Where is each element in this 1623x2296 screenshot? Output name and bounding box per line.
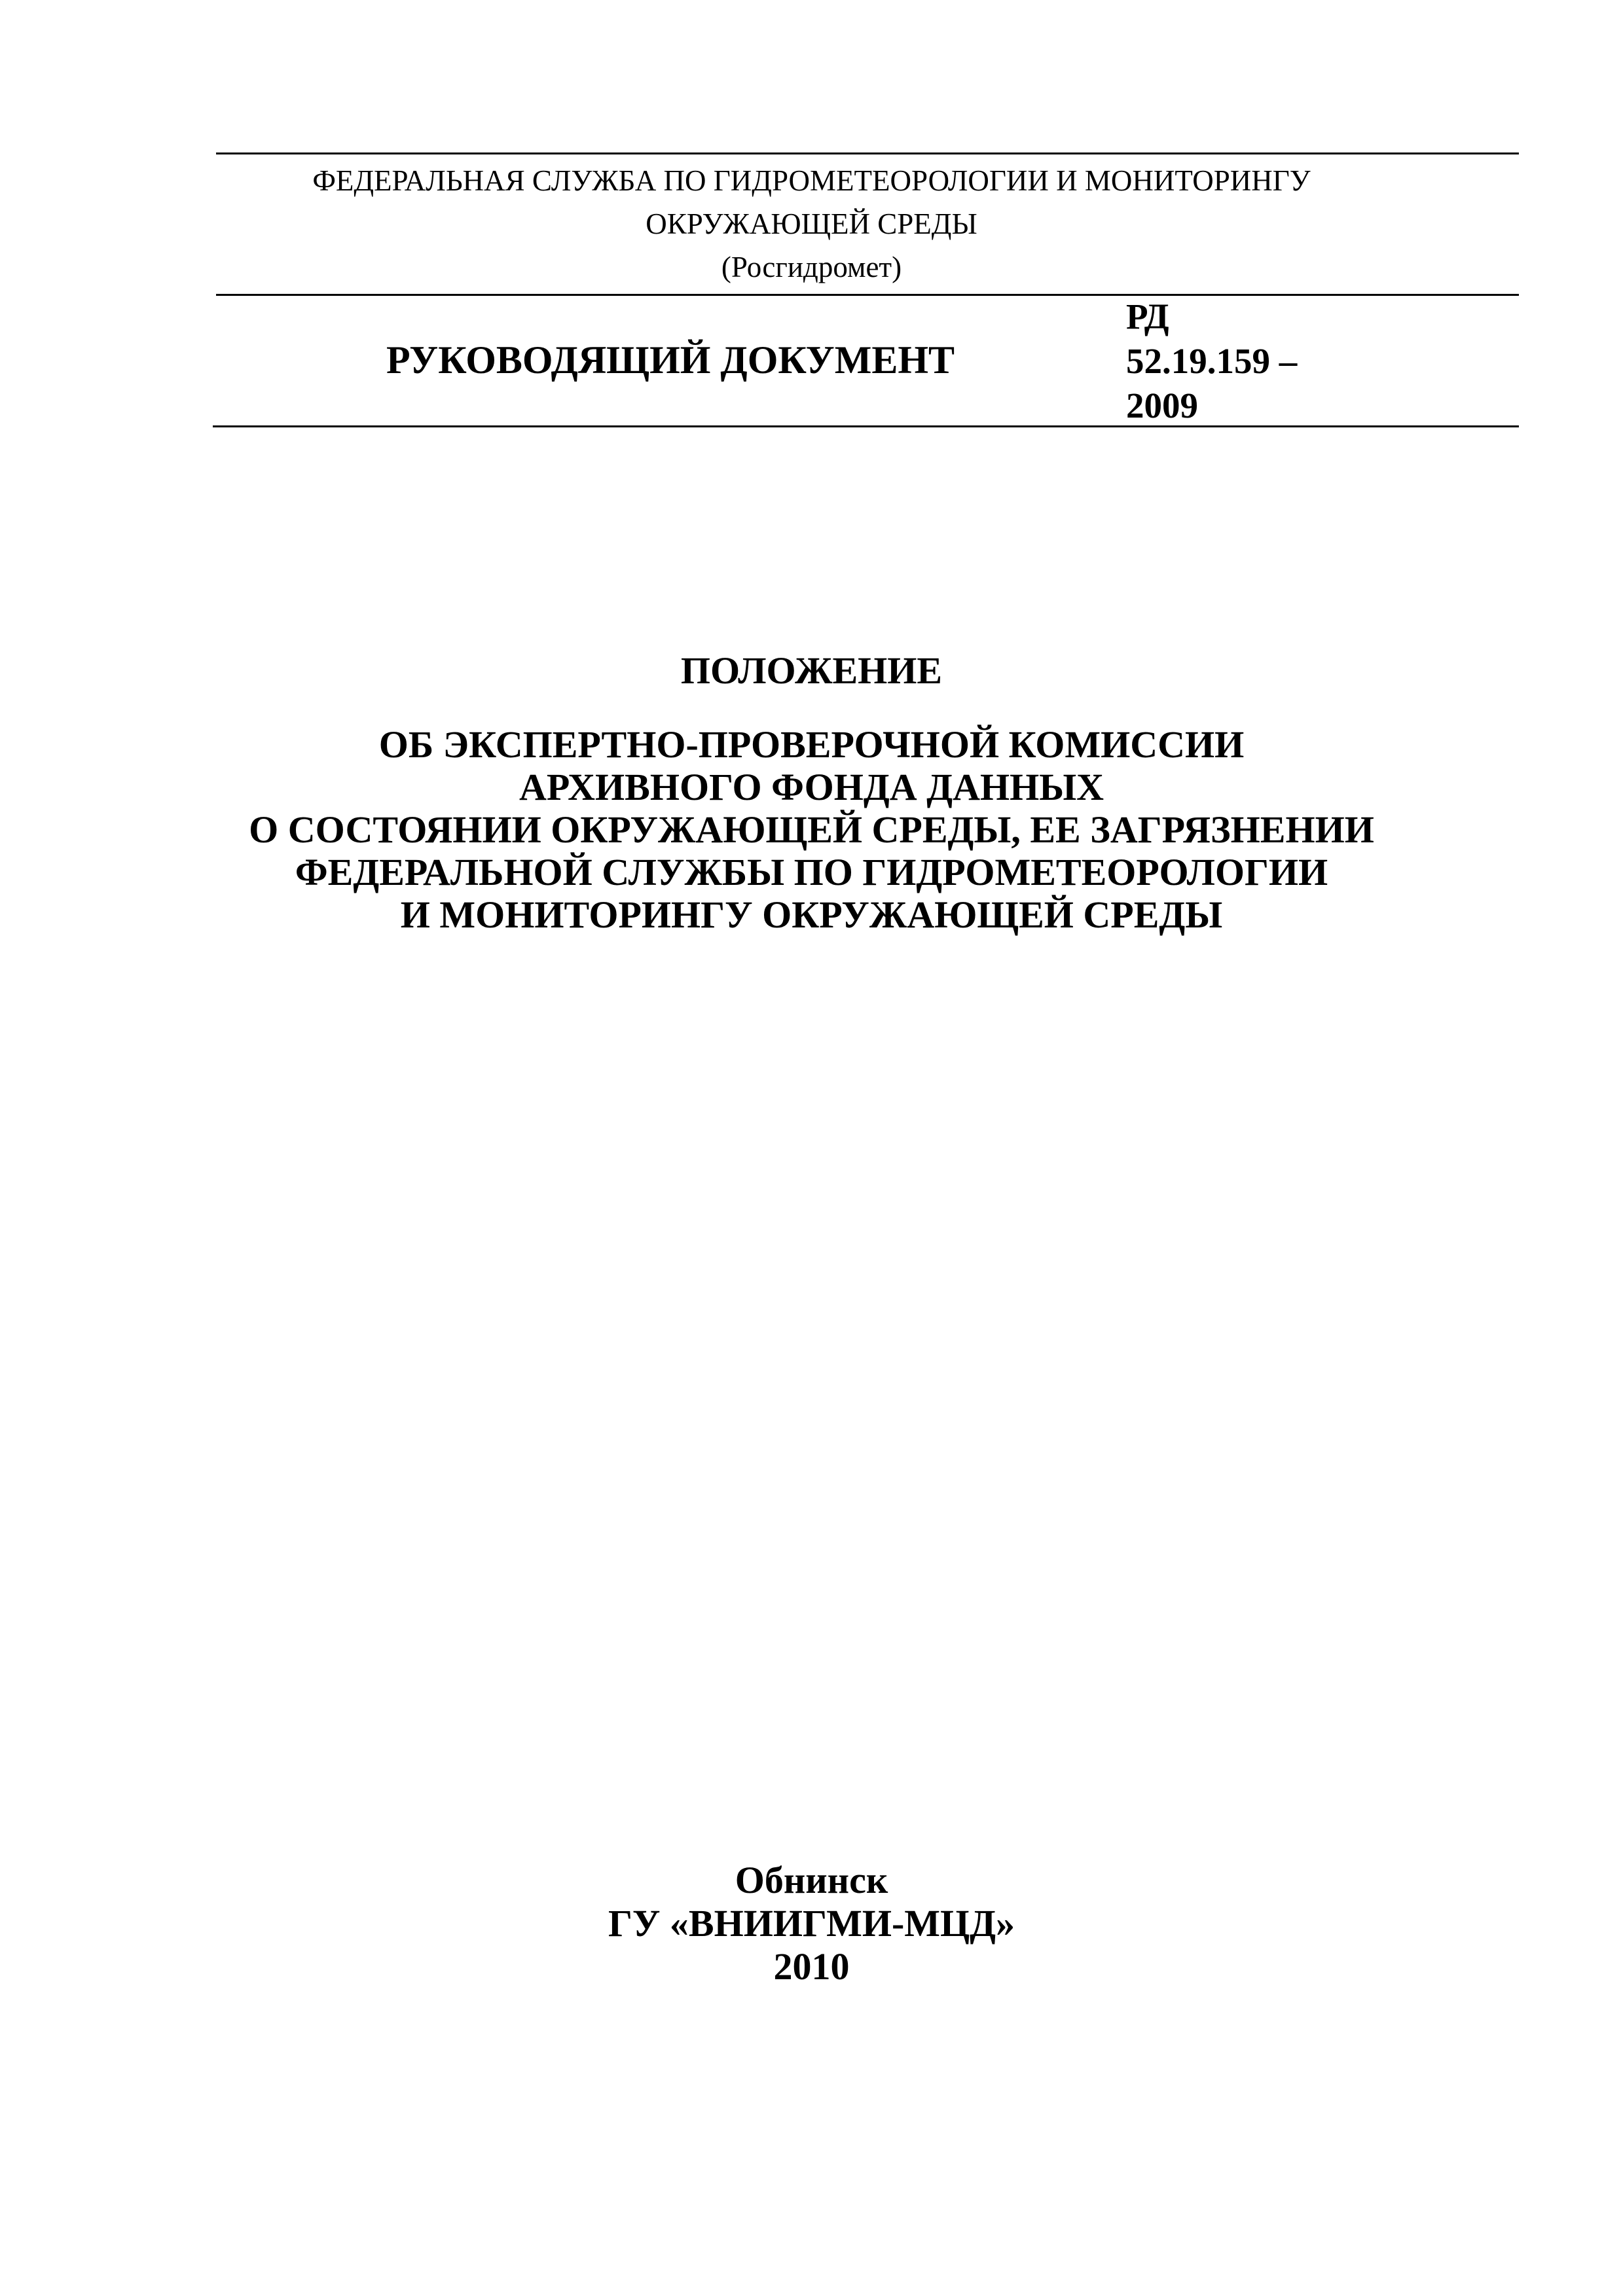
document-number-line: РД xyxy=(1126,296,1169,336)
title-subject xyxy=(0,723,1623,936)
imprint-year: 2010 xyxy=(773,1945,850,1988)
doc-id-bottom-rule xyxy=(213,425,1519,427)
title-line: ОБ ЭКСПЕРТНО-ПРОВЕРОЧНОЙ КОМИССИИ xyxy=(378,723,1245,766)
document-number-line: 2009 xyxy=(1126,386,1198,425)
org-abbreviation: (Росгидромет) xyxy=(721,251,902,283)
title-heading: ПОЛОЖЕНИЕ xyxy=(680,649,943,692)
document-number-line: 52.19.159 – xyxy=(1126,341,1298,381)
imprint xyxy=(0,1859,1623,1988)
document-type-label: РУКОВОДЯЩИЙ ДОКУМЕНТ xyxy=(386,338,955,382)
title-line: ФЕДЕРАЛЬНОЙ СЛУЖБЫ ПО ГИДРОМЕТЕОРОЛОГИИ xyxy=(295,851,1328,893)
imprint-city: Обнинск xyxy=(735,1859,888,1901)
title-line: О СОСТОЯНИИ ОКРУЖАЮЩЕЙ СРЕДЫ, ЕЕ ЗАГРЯЗНЕНИИ xyxy=(249,808,1374,851)
org-name-line-1: ФЕДЕРАЛЬНАЯ СЛУЖБА ПО ГИДРОМЕТЕОРОЛОГИИ И МОНИТОРИНГУ xyxy=(312,164,1311,197)
top-rule xyxy=(216,152,1519,154)
title-line: АРХИВНОГО ФОНДА ДАННЫХ xyxy=(519,766,1104,808)
org-name-line-2: ОКРУЖАЮЩЕЙ СРЕДЫ xyxy=(646,207,977,240)
imprint-publisher: ГУ «ВНИИГМИ-МЦД» xyxy=(608,1902,1015,1945)
title-line: И МОНИТОРИНГУ ОКРУЖАЮЩЕЙ СРЕДЫ xyxy=(400,893,1223,936)
document-number xyxy=(1126,295,1519,428)
